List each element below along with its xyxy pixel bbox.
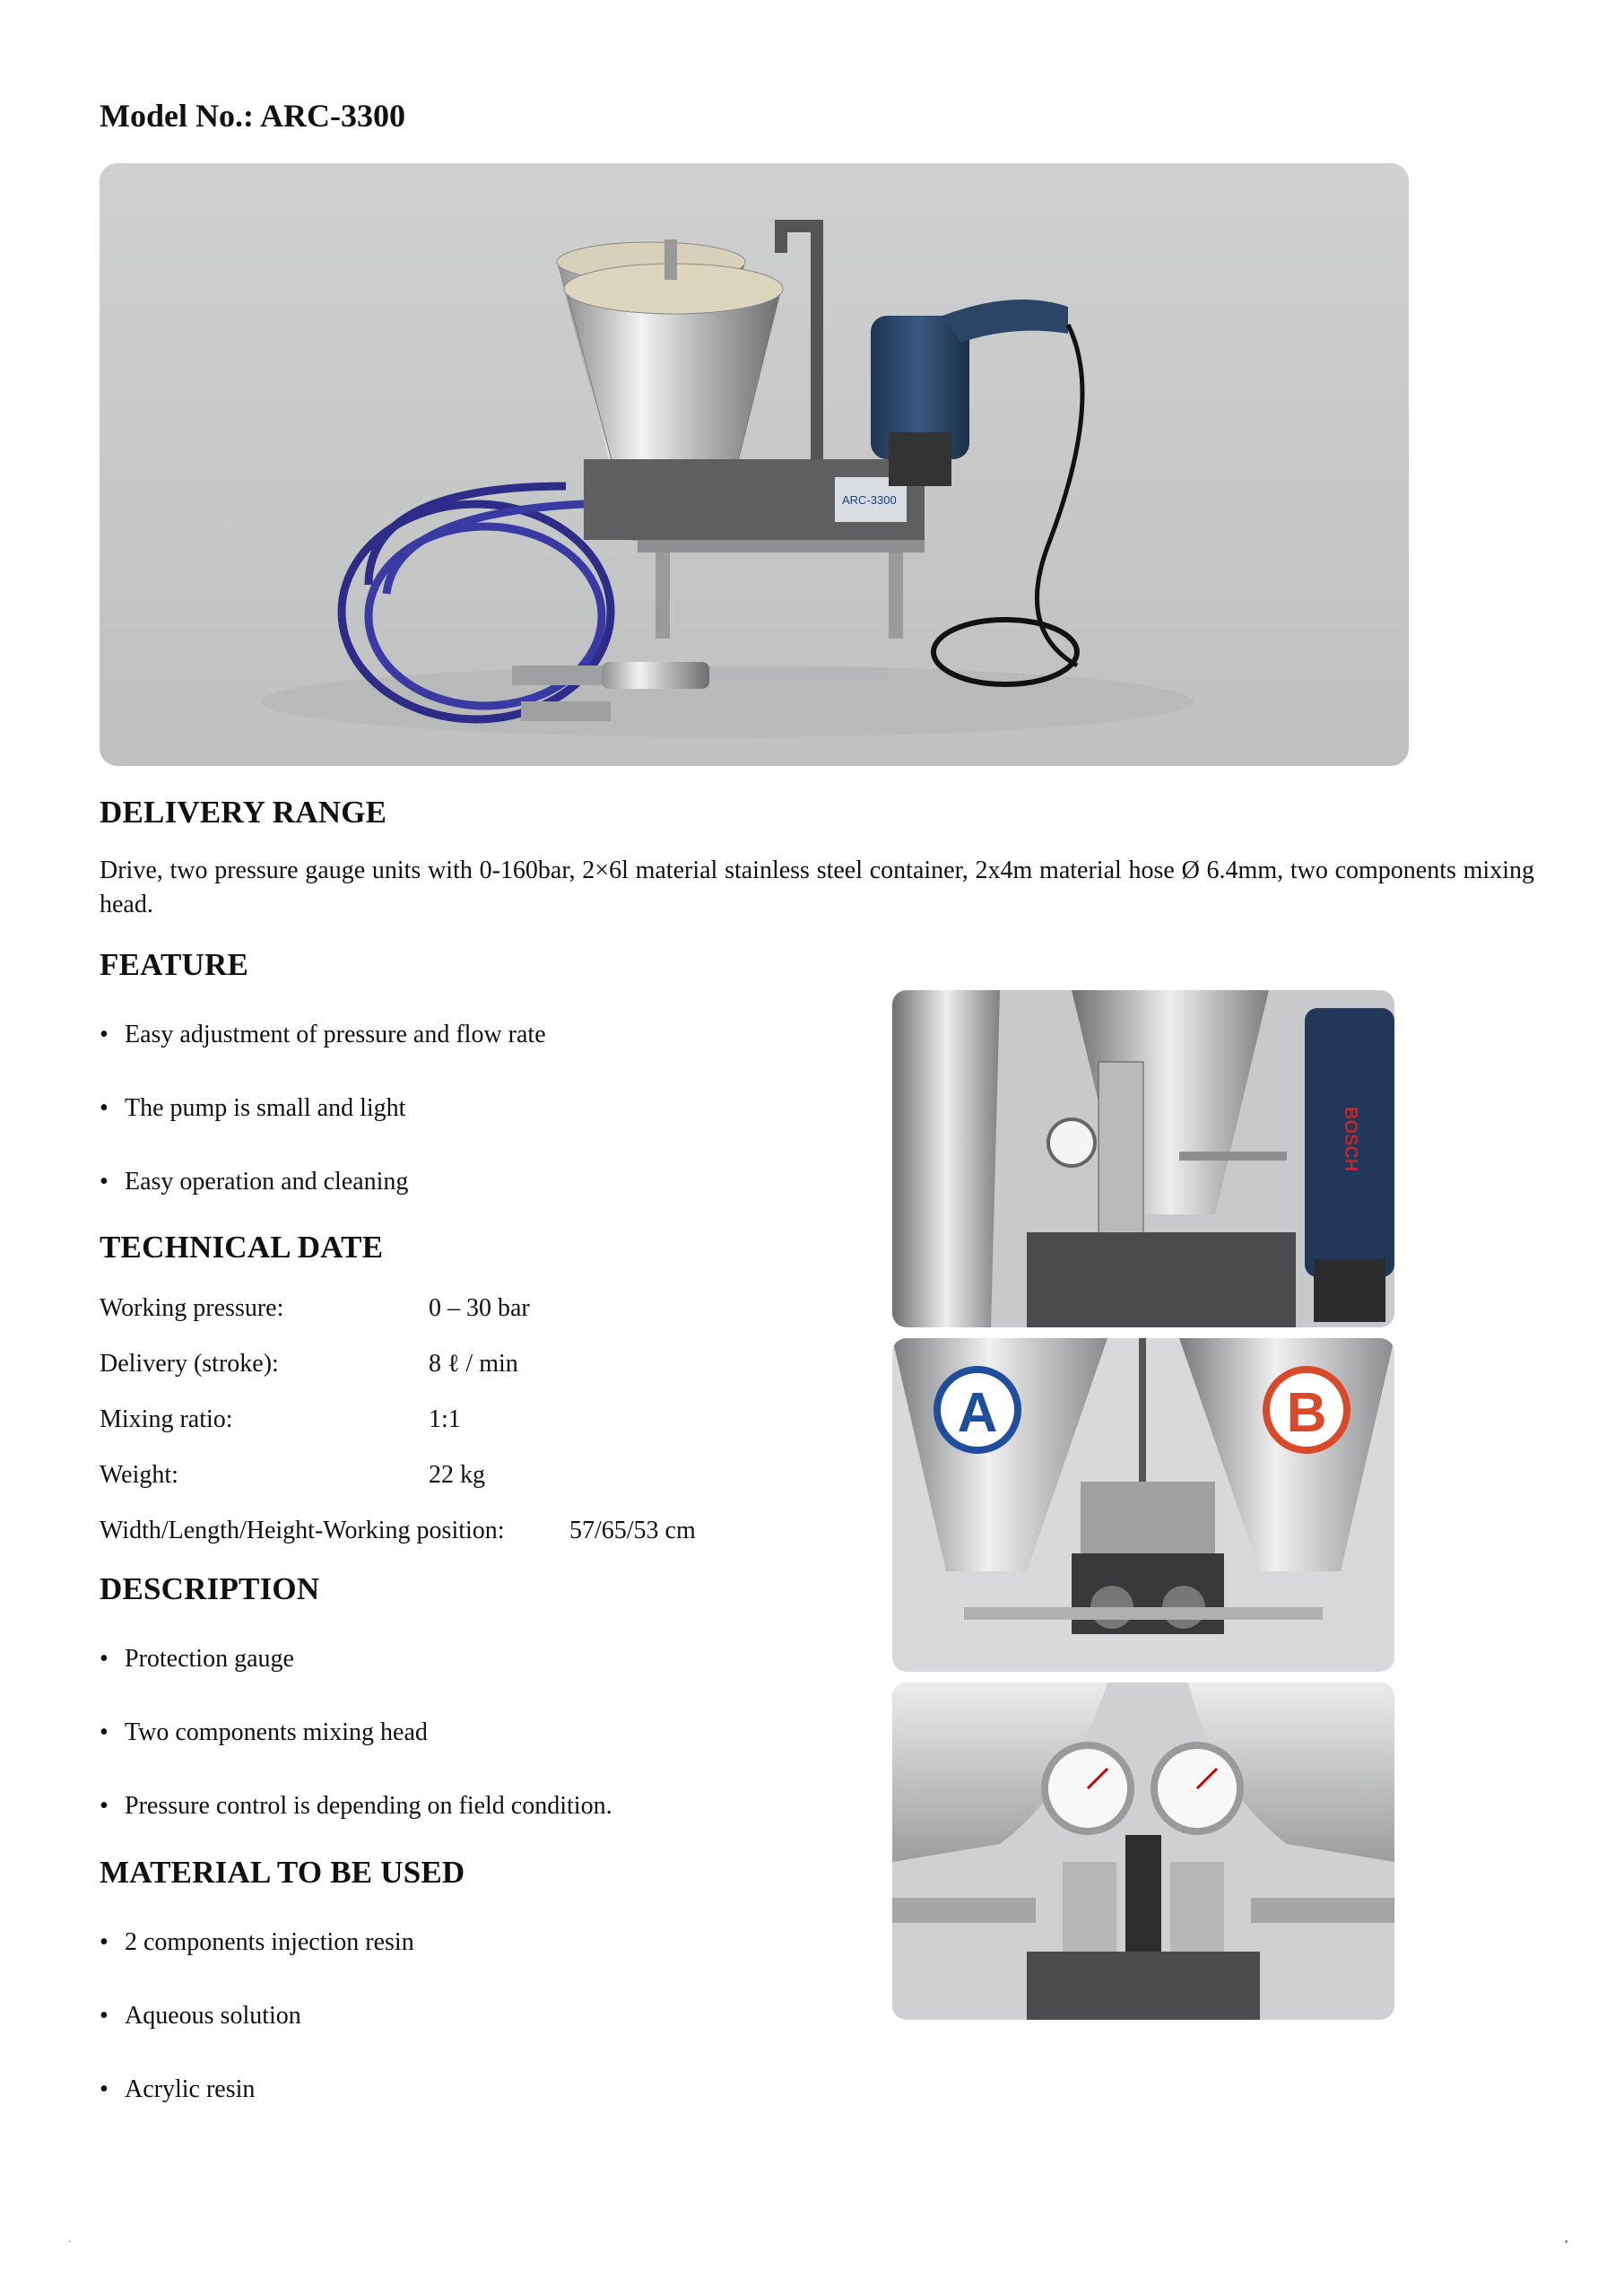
material-item: • Acrylic resin [100,2075,256,2103]
material-item-text: 2 components injection resin [125,1928,414,1956]
description-item: • Two components mixing head [100,1718,428,1746]
tech-label: Weight: [100,1461,178,1489]
delivery-range-text: Drive, two pressure gauge units with 0-160bar, 2×6l material stainless steel container, 2x4m material hose Ø 6.4mm, two components mixing head. [100,857,1534,918]
feature-item: • Easy operation and cleaning [100,1168,409,1196]
description-item-text: Protection gauge [125,1645,294,1673]
model-number-title: Model No.: ARC-3300 [100,98,405,134]
feature-item-text: The pump is small and light [125,1094,406,1122]
detail-photo-valves [892,990,1394,1327]
feature-item-text: Easy operation and cleaning [125,1168,409,1196]
detail-photo-hoppers [892,1338,1394,1672]
delivery-range-heading: DELIVERY RANGE [100,795,387,830]
material-item: • Aqueous solution [100,2002,301,2030]
tech-value: 0 – 30 bar [429,1294,530,1322]
tech-label: Working pressure: [100,1294,284,1322]
description-heading: DESCRIPTION [100,1571,320,1606]
material-item-text: Aqueous solution [125,2002,301,2030]
tech-value: 22 kg [429,1461,485,1489]
main-product-photo [100,163,1409,766]
feature-item: • The pump is small and light [100,1094,406,1122]
drill-brand-label: BOSCH [1341,1107,1360,1172]
hopper-letter-b: B [1286,1382,1327,1444]
description-item: • Protection gauge [100,1645,294,1673]
footer-mark-left: · [68,2238,72,2248]
feature-item: • Easy adjustment of pressure and flow rate [100,1021,546,1048]
description-item-text: Two components mixing head [125,1718,428,1746]
tech-value: 1:1 [429,1405,461,1433]
material-item: • 2 components injection resin [100,1928,414,1956]
tech-value: 57/65/53 cm [569,1517,696,1544]
description-item: • Pressure control is depending on field condition. [100,1792,612,1820]
material-item-text: Acrylic resin [125,2075,256,2103]
technical-heading: TECHNICAL DATE [100,1230,384,1265]
photo-model-label: ARC-3300 [842,493,897,507]
tech-label: Width/Length/Height-Working position: [100,1517,505,1544]
tech-value: 8 ℓ / min [429,1350,518,1378]
material-heading: MATERIAL TO BE USED [100,1855,465,1890]
hopper-letter-a: A [957,1382,998,1444]
tech-label: Delivery (stroke): [100,1350,279,1378]
tech-label: Mixing ratio: [100,1405,233,1433]
footer-mark-right: • [1565,2238,1568,2248]
feature-heading: FEATURE [100,947,249,982]
feature-item-text: Easy adjustment of pressure and flow rate [125,1021,546,1048]
description-item-text: Pressure control is depending on field condition. [125,1792,612,1820]
detail-photo-gauges [892,1683,1394,2020]
